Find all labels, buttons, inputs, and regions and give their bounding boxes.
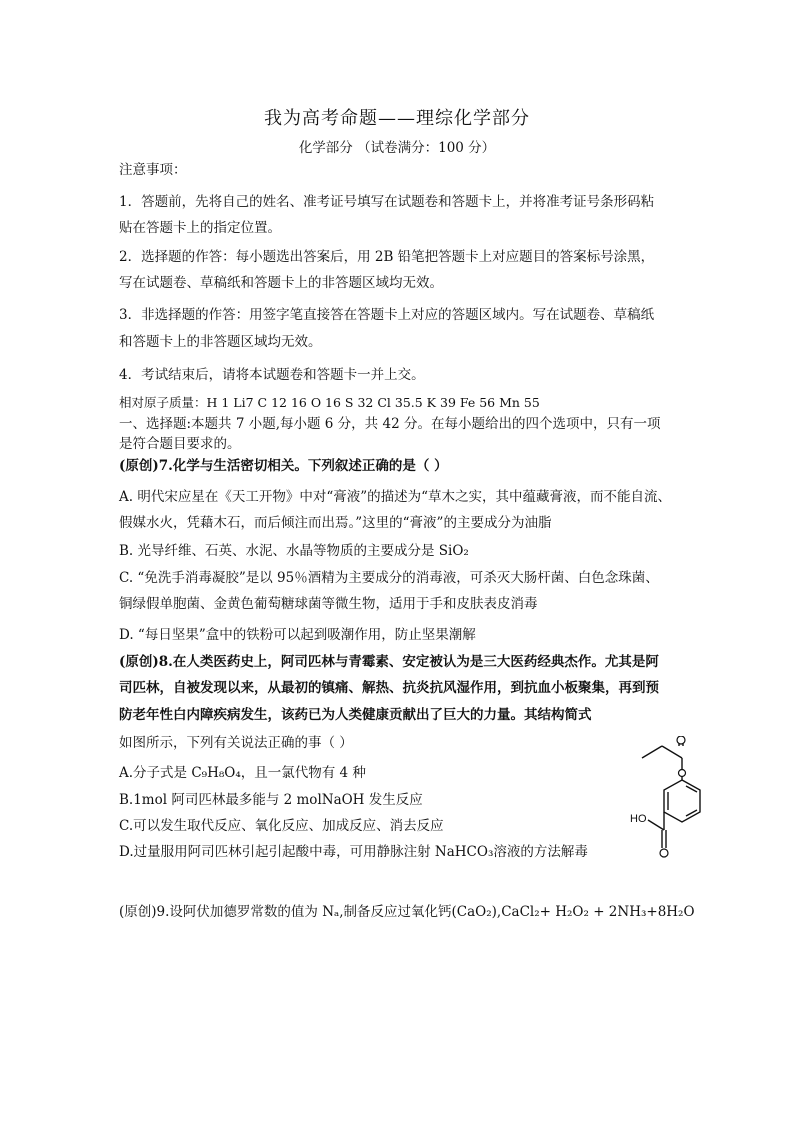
question-8-stem: 如图所示，下列有关说法正确的事（ ） [119,735,353,751]
q7-option-a: 假媒水火，凭藉木石，而后倾注而出焉。”这里的“膏液”的主要成分为油脂 [119,515,552,531]
q8-option-a: A.分子式是 C₉H₈O₄，且一氯代物有 4 种 [119,765,366,781]
q7-option-c: 铜绿假单胞菌、金黄色葡萄糖球菌等微生物，适用于手和皮肤表皮消毒 [119,596,538,612]
notice-heading: 注意事项： [119,162,187,178]
question-9-stem: (原创)9.设阿伏加德罗常数的值为 Nₐ,制备反应过氧化钙(CaO₂),CaCl₂+ H₂O₂ + 2NH₃+8H₂O [119,904,695,920]
notice-line: 3．非选择题的作答：用签字笔直接答在答题卡上对应的答题区域内。写在试题卷、草稿纸 [119,307,655,323]
hydroxyl-label: HO [630,813,647,825]
notice-line: 贴在答题卡上的指定位置。 [119,220,281,236]
question-8-stem: (原创)8.在人类医药史上，阿司匹林与青霉素、安定被认为是三大医药经典杰作。尤其是阿 [119,654,659,670]
notice-line: 2．选择题的作答：每小题选出答案后，用 2B 铅笔把答题卡上对应题目的答案标号涂黑， [119,249,655,265]
q8-option-d: D.过量服用阿司匹林引起引起酸中毒，可用静脉注射 NaHCO₃溶液的方法解毒 [119,844,588,860]
q8-option-c: C.可以发生取代反应、氧化反应、加成反应、消去反应 [119,818,444,834]
page-subtitle: 化学部分 （试卷满分：100 分） [298,140,496,156]
notice-line: 4．考试结束后，请将本试题卷和答题卡一并上交。 [119,367,425,383]
question-8-stem: 防老年性白内障疾病发生，该药已为人类健康贡献出了巨大的力量。其结构简式 [119,707,592,723]
q7-option-a: A. 明代宋应星在《天工开物》中对“膏液”的描述为“草木之实，其中蕴藏膏液，而不能自流、 [119,489,672,505]
notice-line: 1．答题前，先将自己的姓名、准考证号填写在试题卷和答题卡上，并将准考证号条形码粘 [119,194,655,210]
notice-line: 写在试题卷、草稿纸和答题卡上的非答题区域均无效。 [119,275,443,291]
question-8-stem: 司匹林，自被发现以来，从最初的镇痛、解热、抗炎抗风湿作用，到抗血小板聚集，再到预 [119,680,659,696]
q7-option-d: D. “每日坚果”盒中的铁粉可以起到吸潮作用，防止坚果潮解 [119,627,476,643]
q8-option-b: B.1mol 阿司匹林最多能与 2 molNaOH 发生反应 [119,792,423,808]
page-title: 我为高考命题——理综化学部分 [264,108,530,129]
q7-option-b: B. 光导纤维、石英、水泥、水晶等物质的主要成分是 SiO₂ [119,543,469,559]
atomic-masses: 相对原子质量：H 1 Li7 C 12 16 O 16 S 32 Cl 35.5 K 39 Fe 56 Mn 55 [119,395,540,410]
notice-line: 和答题卡上的非答题区域均无效。 [119,334,322,350]
question-7-stem: (原创)7.化学与生活密切相关。下列叙述正确的是（ ） [119,458,448,474]
aspirin-structure [626,736,736,862]
q7-option-c: C. “免洗手消毒凝胶”是以 95％酒精为主要成分的消毒液，可杀灭大肠杆菌、白色念珠菌、 [119,570,659,586]
section-intro: 一、选择题:本题共 7 小题,每小题 6 分，共 42 分。在每小题给出的四个选项中，只有一项 [119,416,661,432]
section-intro: 是符合题目要求的。 [119,436,241,452]
